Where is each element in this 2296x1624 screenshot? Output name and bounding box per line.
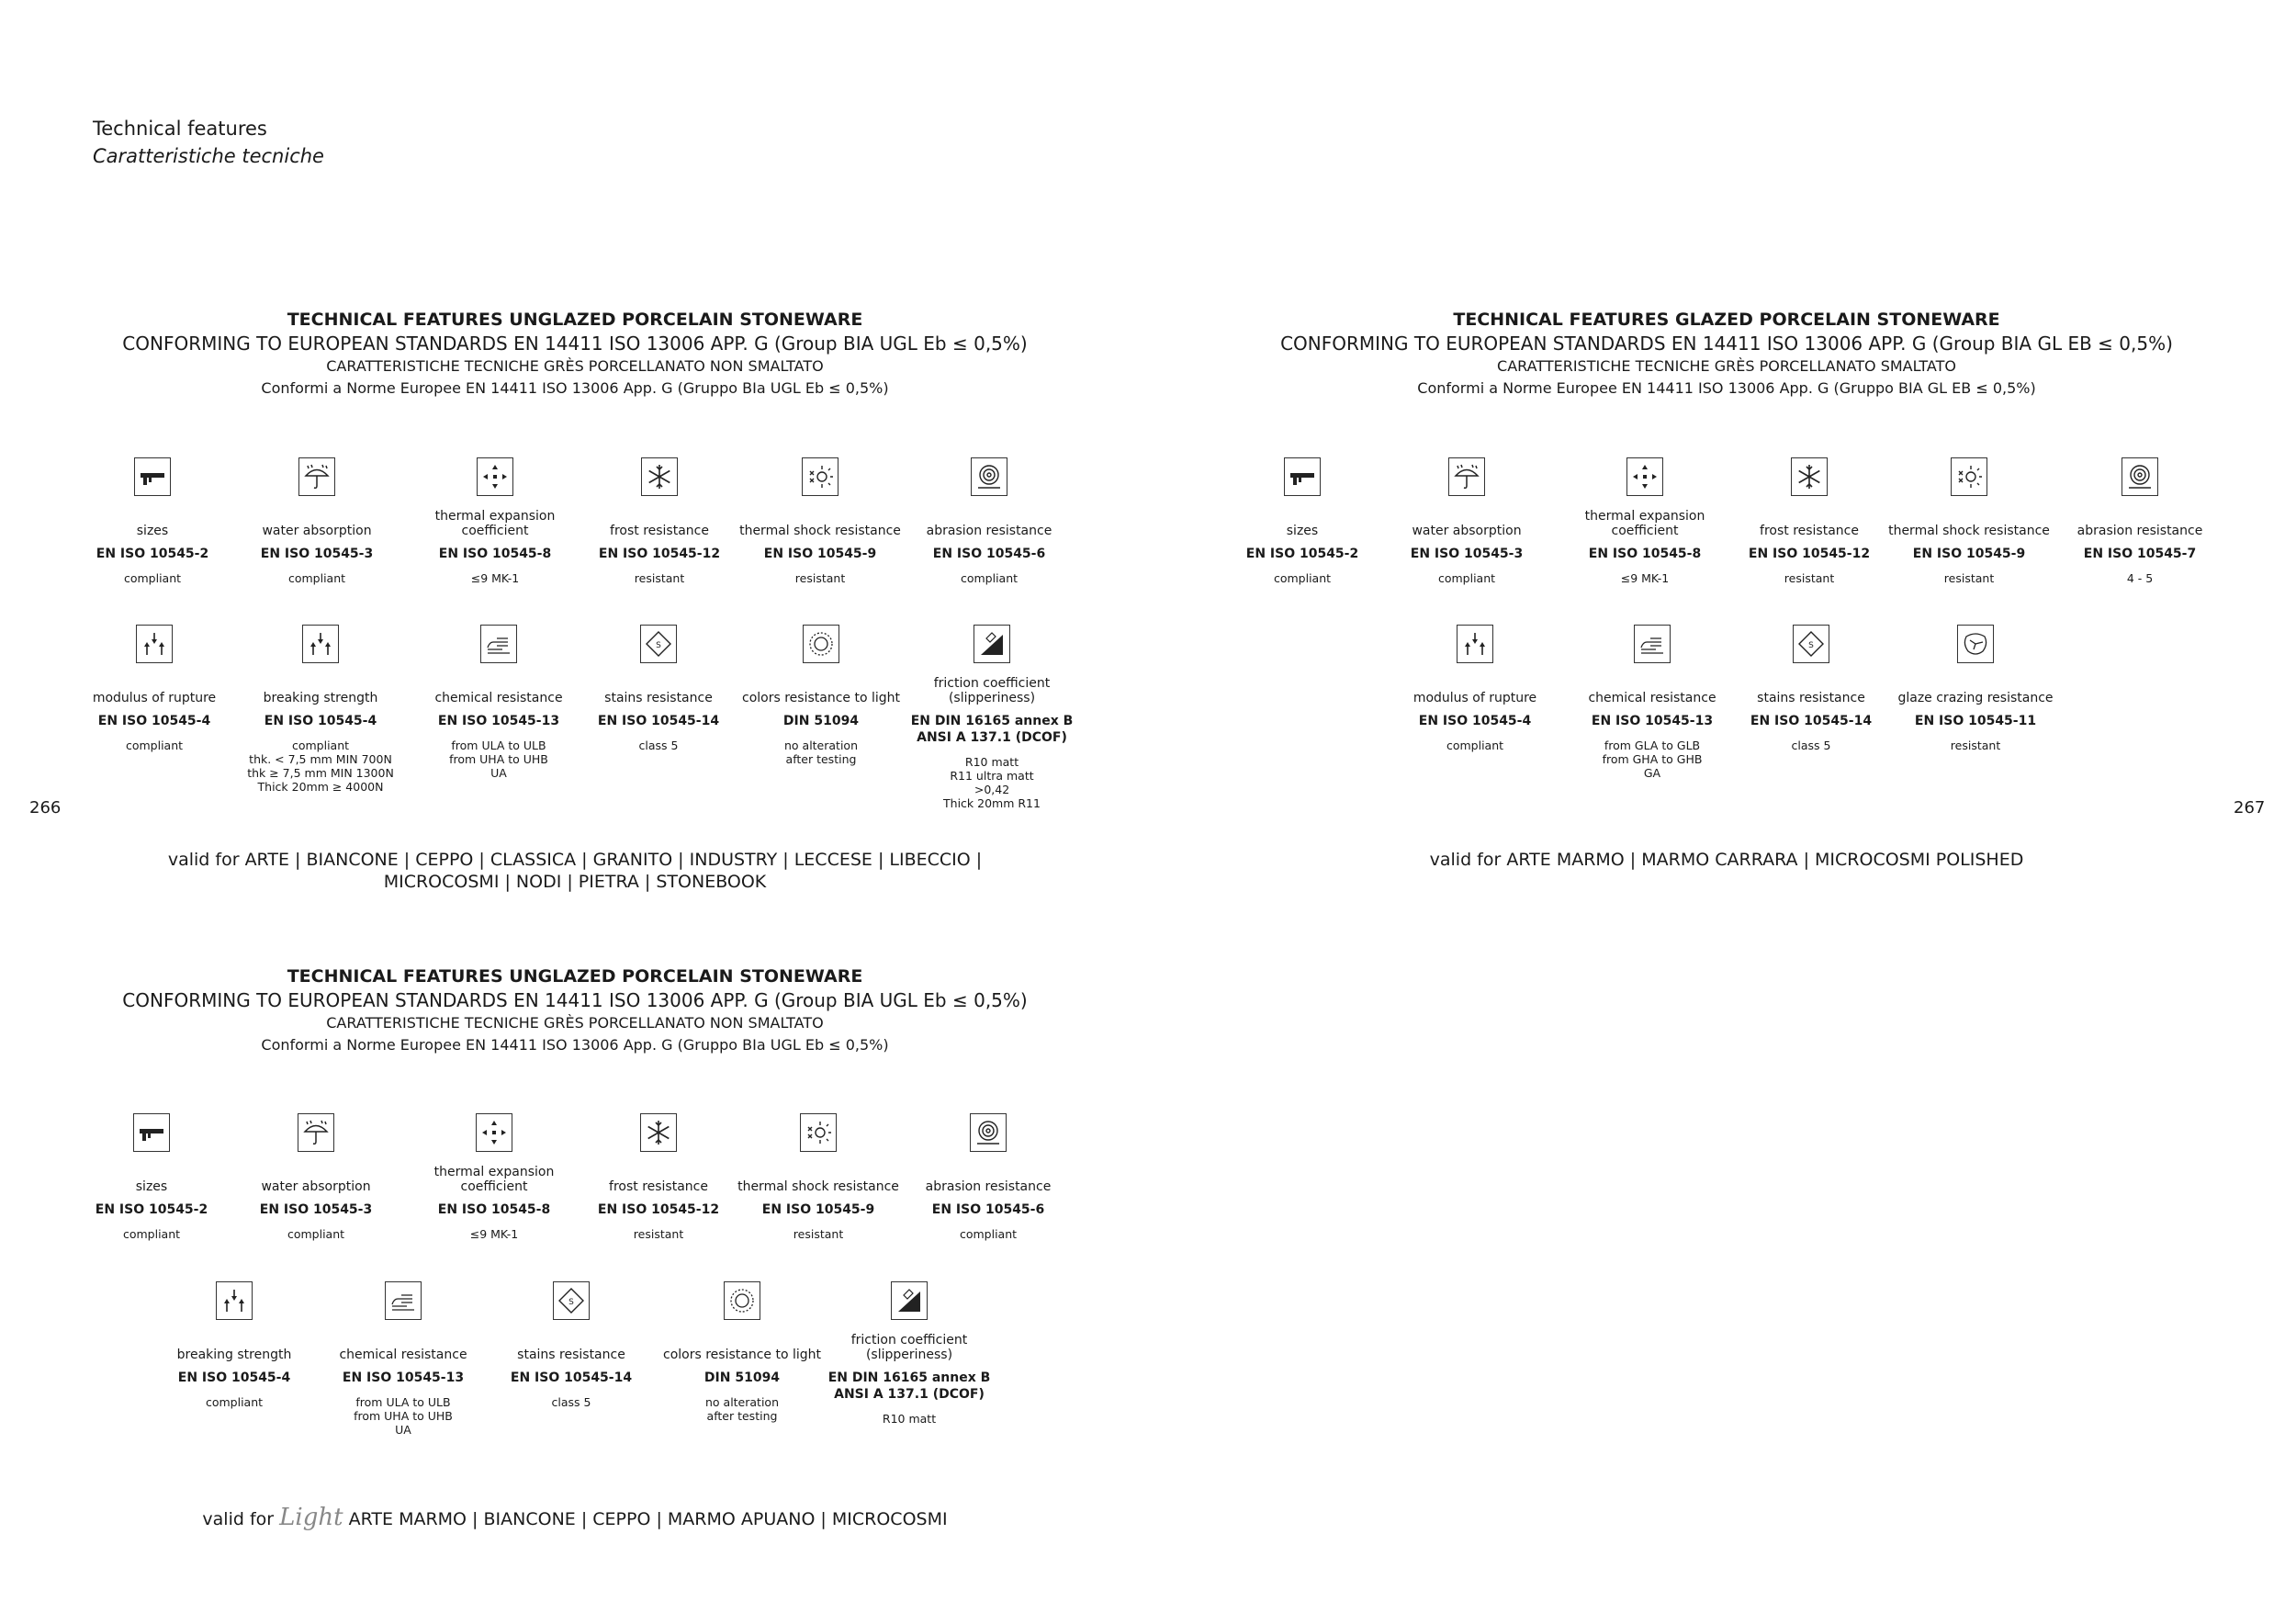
panel-title-block (1267, 309, 2186, 399)
feature-label: modulus of rupture (1412, 691, 1537, 705)
feature-label: thermal shock resistance (739, 524, 901, 538)
snowflake-icon (641, 457, 678, 496)
abrasion-icon (971, 457, 1007, 496)
feature-water-absorption (234, 457, 400, 585)
feature-label: chemical resistance (434, 691, 563, 705)
feature-thermal-expansion-coefficient (412, 457, 578, 585)
feature-label: stains resistance (604, 691, 713, 705)
abrasion-icon (2122, 457, 2158, 496)
feature-value: compliant (287, 571, 346, 585)
feature-norm: EN ISO 10545-3 (1410, 547, 1524, 561)
expansion-icon (477, 457, 513, 496)
feature-label: abrasion resistance (2077, 524, 2203, 538)
feature-sizes (1220, 457, 1385, 585)
feature-label: sizes (135, 1179, 168, 1194)
feature-value: class 5 (551, 1395, 591, 1409)
feature-stains-resistance (576, 625, 741, 752)
feature-norm: EN ISO 10545-13 (342, 1370, 465, 1385)
chemical-icon (385, 1281, 422, 1320)
feature-value: no alteration after testing (704, 1395, 779, 1423)
feature-abrasion-resistance (906, 1113, 1071, 1241)
feature-value: compliant (125, 739, 184, 752)
panel-title-it: CARATTERISTICHE TECNICHE GRÈS PORCELLANATO SMALTATO (1497, 356, 1956, 375)
feature-value: resistant (1943, 571, 1995, 585)
valid-for-line (116, 849, 1034, 893)
valid-for-prefix: valid for (1429, 850, 1502, 870)
friction-icon (974, 625, 1010, 663)
feature-colors-resistance-to-light (738, 625, 904, 766)
feature-value: no alteration after testing (783, 739, 858, 766)
panel-title-block (116, 965, 1034, 1055)
feature-value: compliant (1273, 571, 1332, 585)
feature-label: water absorption (261, 1179, 371, 1194)
feature-label: thermal expansion coefficient (434, 509, 556, 538)
feature-norm: EN ISO 10545-14 (510, 1370, 633, 1385)
feature-value: from GLA to GLB from GHA to GHB GA (1602, 739, 1703, 780)
feature-label: water absorption (1412, 524, 1522, 538)
feature-label: frost resistance (610, 524, 709, 538)
caliper-icon (134, 457, 171, 496)
feature-norm: EN ISO 10545-8 (438, 547, 552, 561)
feature-chemical-resistance (416, 625, 581, 780)
feature-modulus-of-rupture (72, 625, 237, 752)
abrasion-icon (970, 1113, 1007, 1152)
feature-value: compliant (1446, 739, 1504, 752)
stain-icon (1793, 625, 1829, 663)
expansion-icon (476, 1113, 512, 1152)
feature-norm: EN ISO 10545-2 (1245, 547, 1359, 561)
chemical-icon (480, 625, 517, 663)
feature-thermal-shock-resistance (737, 457, 903, 585)
umbrella-icon (1448, 457, 1485, 496)
feature-chemical-resistance (321, 1281, 486, 1437)
crazing-icon (1957, 625, 1994, 663)
feature-norm: DIN 51094 (703, 1370, 781, 1385)
page-header-subtitle: Caratteristiche tecniche (93, 145, 324, 167)
svg-text:S: S (656, 641, 661, 650)
feature-sizes (70, 457, 235, 585)
feature-value: ≤9 MK-1 (470, 571, 520, 585)
valid-for-list: ARTE MARMO | MARMO CARRARA | MICROCOSMI POLISHED (1506, 850, 2024, 870)
thermal-shock-icon (802, 457, 838, 496)
feature-abrasion-resistance (906, 457, 1072, 585)
feature-label: thermal expansion coefficient (433, 1165, 555, 1194)
feature-label: abrasion resistance (926, 524, 1052, 538)
panel-title: TECHNICAL FEATURES GLAZED PORCELAIN STONEWARE (1453, 310, 2000, 330)
valid-for-list: ARTE MARMO | BIANCONE | CEPPO | MARMO APUANO | MICROCOSMI (348, 1509, 948, 1529)
feature-value: from ULA to ULB from UHA to UHB UA (354, 1395, 453, 1437)
feature-chemical-resistance (1570, 625, 1735, 780)
panel-subtitle: CONFORMING TO EUROPEAN STANDARDS EN 14411 ISO 13006 APP. G (Group BIA UGL Eb ≤ 0,5%) (122, 332, 1028, 355)
feature-value: resistant (794, 571, 846, 585)
feature-stains-resistance (489, 1281, 654, 1409)
feature-label: modulus of rupture (92, 691, 217, 705)
feature-thermal-expansion-coefficient (1562, 457, 1728, 585)
feature-frost-resistance (576, 1113, 741, 1241)
panel-subtitle-it: Conformi a Norme Europee EN 14411 ISO 13006 App. G (Gruppo BIA GL EB ≤ 0,5%) (1417, 379, 2036, 398)
feature-norm: EN ISO 10545-2 (96, 547, 209, 561)
feature-norm: EN ISO 10545-9 (763, 547, 877, 561)
panel-subtitle: CONFORMING TO EUROPEAN STANDARDS EN 14411 ISO 13006 APP. G (Group BIA GL EB ≤ 0,5%) (1280, 332, 2173, 355)
feature-label: stains resistance (517, 1348, 625, 1362)
feature-modulus-of-rupture (1392, 625, 1558, 752)
feature-norm: EN ISO 10545-8 (1588, 547, 1702, 561)
panel-glazed (1267, 309, 2186, 399)
thermal-shock-icon (800, 1113, 837, 1152)
caliper-icon (133, 1113, 170, 1152)
pressure-arrows-icon (216, 1281, 253, 1320)
feature-value: ≤9 MK-1 (469, 1227, 519, 1241)
feature-value: resistant (633, 1227, 684, 1241)
panel-subtitle-it: Conformi a Norme Europee EN 14411 ISO 13006 App. G (Gruppo BIa UGL Eb ≤ 0,5%) (261, 1036, 889, 1054)
feature-sizes (69, 1113, 234, 1241)
feature-label: thermal shock resistance (1888, 524, 2050, 538)
feature-label: thermal expansion coefficient (1584, 509, 1705, 538)
feature-norm: EN ISO 10545-14 (1750, 714, 1873, 728)
feature-frost-resistance (577, 457, 742, 585)
chemical-icon (1634, 625, 1671, 663)
feature-frost-resistance (1727, 457, 1892, 585)
feature-value: resistant (1784, 571, 1835, 585)
feature-norm: EN ISO 10545-3 (260, 547, 374, 561)
feature-value: from ULA to ULB from UHA to UHB UA (449, 739, 548, 780)
umbrella-icon (298, 1113, 334, 1152)
panel-title-it: CARATTERISTICHE TECNICHE GRÈS PORCELLANATO NON SMALTATO (326, 356, 824, 375)
feature-norm: EN ISO 10545-12 (597, 1202, 720, 1217)
feature-value: compliant (960, 571, 1019, 585)
feature-value: compliant (122, 1227, 181, 1241)
feature-breaking-strength (152, 1281, 317, 1409)
feature-norm: EN ISO 10545-2 (95, 1202, 208, 1217)
pressure-arrows-icon (1457, 625, 1493, 663)
feature-breaking-strength (238, 625, 403, 794)
feature-thermal-expansion-coefficient (411, 1113, 577, 1241)
feature-label: friction coefficient (slipperiness) (933, 676, 1051, 705)
feature-thermal-shock-resistance (736, 1113, 901, 1241)
feature-value: compliant thk. < 7,5 mm MIN 700N thk ≥ 7,5 mm MIN 1300N Thick 20mm ≥ 4000N (247, 739, 394, 794)
feature-norm: EN ISO 10545-3 (259, 1202, 373, 1217)
feature-label: frost resistance (609, 1179, 708, 1194)
snowflake-icon (1791, 457, 1828, 496)
page-header-title: Technical features (93, 118, 267, 140)
feature-value: R10 matt (882, 1412, 937, 1426)
sun-icon (803, 625, 839, 663)
feature-norm: EN ISO 10545-8 (437, 1202, 551, 1217)
panel-subtitle-it: Conformi a Norme Europee EN 14411 ISO 13006 App. G (Gruppo BIa UGL Eb ≤ 0,5%) (261, 379, 889, 398)
feature-label: stains resistance (1757, 691, 1865, 705)
feature-stains-resistance (1728, 625, 1894, 752)
feature-abrasion-resistance (2057, 457, 2223, 585)
expansion-icon (1626, 457, 1663, 496)
panel-title-it: CARATTERISTICHE TECNICHE GRÈS PORCELLANATO NON SMALTATO (326, 1013, 824, 1032)
feature-label: friction coefficient (slipperiness) (850, 1333, 968, 1362)
valid-for-prefix: valid for (167, 850, 240, 870)
feature-label: glaze crazing resistance (1897, 691, 2054, 705)
feature-label: sizes (136, 524, 169, 538)
feature-value: resistant (634, 571, 685, 585)
feature-norm: EN ISO 10545-9 (1912, 547, 2026, 561)
svg-text:S: S (1808, 641, 1814, 650)
feature-norm: EN ISO 10545-4 (264, 714, 377, 728)
feature-value: 4 - 5 (2126, 571, 2154, 585)
feature-norm: EN ISO 10545-4 (97, 714, 211, 728)
feature-friction-coefficient-slipperiness (909, 625, 1075, 810)
feature-norm: EN ISO 10545-13 (1591, 714, 1714, 728)
feature-value: class 5 (638, 739, 679, 752)
feature-label: abrasion resistance (925, 1179, 1052, 1194)
feature-water-absorption (1384, 457, 1549, 585)
feature-label: chemical resistance (1588, 691, 1716, 705)
feature-label: chemical resistance (339, 1348, 467, 1362)
panel-title-block (116, 309, 1034, 399)
stain-icon (553, 1281, 590, 1320)
feature-label: sizes (1286, 524, 1319, 538)
feature-value: compliant (205, 1395, 264, 1409)
pressure-arrows-icon (302, 625, 339, 663)
pressure-arrows-icon (136, 625, 173, 663)
panel-title: TECHNICAL FEATURES UNGLAZED PORCELAIN STONEWARE (287, 310, 863, 330)
feature-value: resistant (793, 1227, 844, 1241)
sun-icon (724, 1281, 760, 1320)
valid-for-line (116, 1506, 1034, 1530)
feature-norm: EN ISO 10545-4 (1418, 714, 1532, 728)
feature-label: colors resistance to light (663, 1348, 821, 1362)
feature-water-absorption (233, 1113, 399, 1241)
page-number-right: 267 (2234, 798, 2266, 818)
feature-norm: EN ISO 10545-13 (437, 714, 560, 728)
feature-thermal-shock-resistance (1886, 457, 2052, 585)
page-number-left: 266 (29, 798, 62, 818)
feature-norm: EN DIN 16165 annex B ANSI A 137.1 (DCOF) (827, 1370, 991, 1402)
feature-value: R10 matt R11 ultra matt >0,42 Thick 20mm R11 (943, 755, 1041, 810)
stain-icon (640, 625, 677, 663)
feature-norm: EN ISO 10545-11 (1914, 714, 2037, 728)
friction-icon (891, 1281, 928, 1320)
feature-colors-resistance-to-light (659, 1281, 825, 1423)
valid-for-list: ARTE | BIANCONE | CEPPO | CLASSICA | GRANITO | INDUSTRY | LECCESE | LIBECCIO | MICROCOSMI | NODI | PIETRA | STONEBOOK (244, 850, 983, 892)
feature-label: thermal shock resistance (737, 1179, 899, 1194)
feature-label: colors resistance to light (742, 691, 900, 705)
thermal-shock-icon (1951, 457, 1987, 496)
feature-label: breaking strength (263, 691, 378, 705)
caliper-icon (1284, 457, 1321, 496)
valid-for-line (1267, 849, 2186, 871)
panel-subtitle: CONFORMING TO EUROPEAN STANDARDS EN 14411 ISO 13006 APP. G (Group BIA UGL Eb ≤ 0,5%) (122, 988, 1028, 1011)
svg-text:S: S (568, 1298, 574, 1307)
feature-norm: EN ISO 10545-6 (931, 1202, 1045, 1217)
panel-unglazed-2 (116, 965, 1034, 1055)
feature-norm: EN ISO 10545-6 (932, 547, 1046, 561)
panel-unglazed-1 (116, 309, 1034, 399)
feature-norm: EN DIN 16165 annex B ANSI A 137.1 (DCOF) (910, 714, 1074, 745)
feature-value: class 5 (1791, 739, 1831, 752)
feature-value: compliant (1437, 571, 1496, 585)
feature-norm: EN ISO 10545-12 (598, 547, 721, 561)
feature-label: frost resistance (1760, 524, 1859, 538)
valid-for-prefix: valid for (202, 1509, 275, 1529)
feature-friction-coefficient-slipperiness (827, 1281, 992, 1426)
feature-value: resistant (1950, 739, 2001, 752)
panel-title: TECHNICAL FEATURES UNGLAZED PORCELAIN STONEWARE (287, 966, 863, 987)
snowflake-icon (640, 1113, 677, 1152)
feature-norm: EN ISO 10545-7 (2083, 547, 2197, 561)
feature-value: ≤9 MK-1 (1620, 571, 1670, 585)
feature-label: water absorption (262, 524, 372, 538)
feature-norm: EN ISO 10545-4 (177, 1370, 291, 1385)
feature-norm: EN ISO 10545-12 (1748, 547, 1871, 561)
umbrella-icon (298, 457, 335, 496)
feature-norm: DIN 51094 (782, 714, 860, 728)
feature-label: breaking strength (176, 1348, 292, 1362)
feature-norm: EN ISO 10545-9 (761, 1202, 875, 1217)
feature-value: compliant (123, 571, 182, 585)
feature-norm: EN ISO 10545-14 (597, 714, 720, 728)
feature-glaze-crazing-resistance (1893, 625, 2058, 752)
light-logo: Light (279, 1504, 343, 1531)
feature-value: compliant (287, 1227, 345, 1241)
feature-value: compliant (959, 1227, 1018, 1241)
